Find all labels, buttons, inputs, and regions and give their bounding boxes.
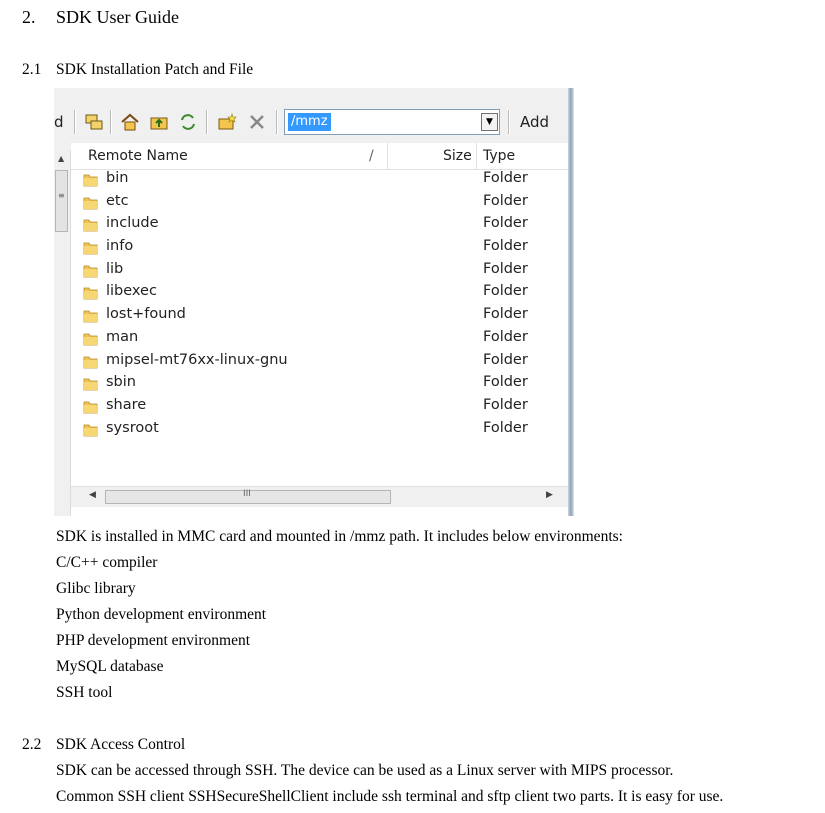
view-icon[interactable] <box>84 112 104 132</box>
file-row[interactable] <box>71 305 568 328</box>
vertical-scrollbar[interactable] <box>54 150 71 516</box>
column-header-type[interactable]: Type <box>483 148 516 164</box>
file-name[interactable]: share <box>106 396 147 413</box>
file-type: Folder <box>483 192 528 209</box>
access-line: Common SSH client SSHSecureShellClient include ssh terminal and sftp client two parts. It is easy for use. <box>56 788 724 805</box>
env-item: SSH tool <box>56 684 113 701</box>
add-button[interactable]: Add <box>520 113 550 131</box>
folder-icon <box>83 240 98 255</box>
delete-icon[interactable] <box>247 112 267 132</box>
section-number: 2.2 <box>22 736 42 753</box>
file-row[interactable] <box>71 282 568 305</box>
folder-icon <box>83 308 98 323</box>
file-name[interactable]: include <box>106 215 159 232</box>
vertical-scroll-thumb[interactable] <box>55 170 68 232</box>
file-type: Folder <box>483 283 528 300</box>
folder-icon <box>83 376 98 391</box>
file-row[interactable] <box>71 260 568 283</box>
folder-icon <box>83 331 98 346</box>
horizontal-grip: III <box>243 489 251 499</box>
file-type: Folder <box>483 419 528 436</box>
column-header-size[interactable]: Size <box>443 148 472 164</box>
folder-icon <box>83 195 98 210</box>
folder-icon <box>83 285 98 300</box>
folder-icon <box>83 399 98 414</box>
env-item: Python development environment <box>56 606 267 623</box>
file-name[interactable]: etc <box>106 192 129 209</box>
file-row[interactable] <box>71 169 568 192</box>
chapter-title: SDK User Guide <box>56 7 179 27</box>
file-row[interactable] <box>71 396 568 419</box>
chevron-down-icon[interactable]: ▼ <box>481 113 498 131</box>
section-title: SDK Installation Patch and File <box>56 61 254 78</box>
file-row[interactable] <box>71 214 568 237</box>
new-folder-icon[interactable] <box>217 112 237 132</box>
toolbar <box>54 88 568 151</box>
env-item: PHP development environment <box>56 632 251 649</box>
file-list <box>71 169 568 441</box>
file-row[interactable] <box>71 351 568 374</box>
file-name[interactable]: man <box>106 328 139 345</box>
file-type: Folder <box>483 328 528 345</box>
file-row[interactable] <box>71 419 568 442</box>
folder-icon <box>83 422 98 437</box>
file-type: Folder <box>483 396 528 413</box>
env-item: C/C++ compiler <box>56 554 158 571</box>
scroll-left-icon[interactable]: ◀ <box>89 490 96 500</box>
env-item: MySQL database <box>56 658 164 675</box>
folder-icon <box>83 172 98 187</box>
install-intro: SDK is installed in MMC card and mounted in /mmz path. It includes below environments: <box>56 528 623 545</box>
file-browser-screenshot <box>54 88 574 516</box>
file-name[interactable]: libexec <box>106 283 157 300</box>
file-type: Folder <box>483 238 528 255</box>
file-row[interactable] <box>71 192 568 215</box>
file-type: Folder <box>483 215 528 232</box>
toolbar-cut-label: d <box>54 113 64 131</box>
refresh-icon[interactable] <box>178 112 198 132</box>
folder-icon <box>83 217 98 232</box>
file-row[interactable] <box>71 373 568 396</box>
file-name[interactable]: bin <box>106 170 129 186</box>
file-type: Folder <box>483 351 528 368</box>
file-name[interactable]: sbin <box>106 374 136 391</box>
chapter-number: 2. <box>22 7 36 27</box>
folder-icon <box>83 263 98 278</box>
home-icon[interactable] <box>120 112 140 132</box>
file-row[interactable] <box>71 328 568 351</box>
scroll-right-icon[interactable]: ▶ <box>546 490 553 500</box>
path-combobox[interactable] <box>284 109 500 135</box>
scroll-up-icon[interactable]: ▲ <box>58 154 65 163</box>
section-title: SDK Access Control <box>56 736 186 753</box>
column-header-row <box>71 143 568 170</box>
column-header-name[interactable]: Remote Name <box>88 148 188 164</box>
file-name[interactable]: lib <box>106 260 124 277</box>
file-row[interactable] <box>71 237 568 260</box>
file-name[interactable]: sysroot <box>106 419 159 436</box>
access-line: SDK can be accessed through SSH. The device can be used as a Linux server with MIPS processor. <box>56 762 674 779</box>
horizontal-scrollbar[interactable] <box>71 486 568 507</box>
file-name[interactable]: mipsel-mt76xx-linux-gnu <box>106 351 288 368</box>
file-type: Folder <box>483 260 528 277</box>
file-name[interactable]: info <box>106 238 134 255</box>
section-number: 2.1 <box>22 61 42 78</box>
folder-up-icon[interactable] <box>149 112 169 132</box>
env-item: Glibc library <box>56 580 136 597</box>
path-input[interactable]: /mmz <box>288 113 331 131</box>
grip-icon: ≡ <box>58 191 65 200</box>
window-edge <box>568 88 574 516</box>
sort-indicator-icon: / <box>369 148 374 164</box>
file-type: Folder <box>483 170 528 186</box>
file-type: Folder <box>483 374 528 391</box>
file-name[interactable]: lost+found <box>106 306 186 323</box>
folder-icon <box>83 354 98 369</box>
file-type: Folder <box>483 306 528 323</box>
